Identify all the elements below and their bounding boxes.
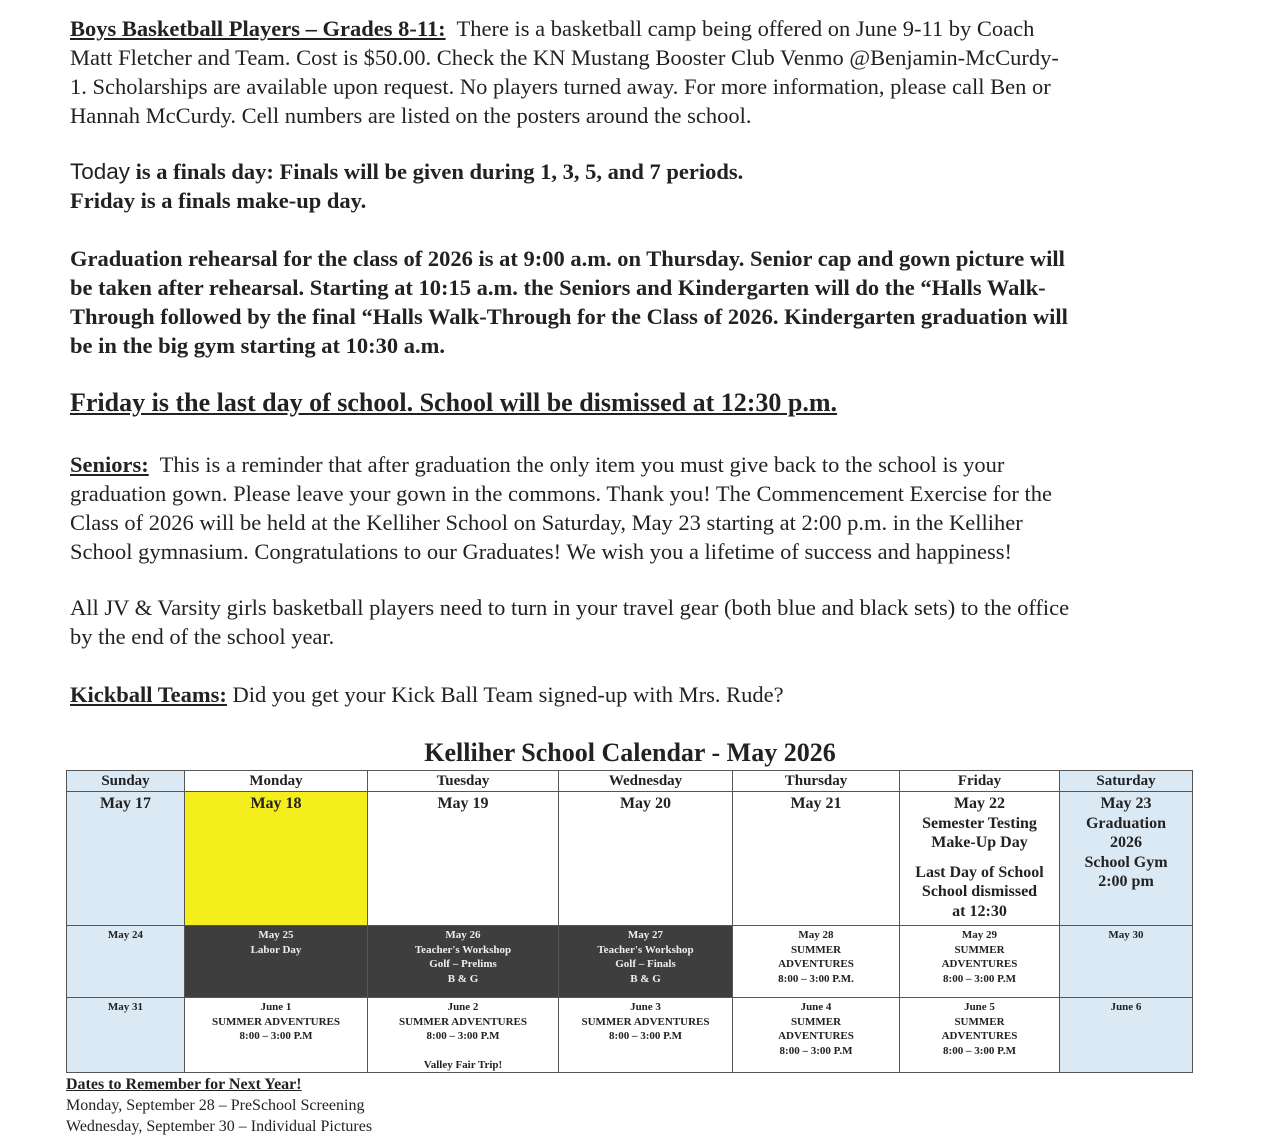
basketball-heading: Boys Basketball Players – Grades 8-11: — [70, 16, 446, 41]
calendar-cell — [900, 998, 1060, 1073]
cell-content — [559, 998, 732, 1044]
finals-line-1 — [70, 157, 1200, 186]
kickball-paragraph — [70, 680, 1200, 709]
day-header: Wednesday — [559, 771, 733, 792]
calendar-cell-highlighted — [185, 792, 368, 926]
date-label: June 2 — [447, 1001, 479, 1013]
event-text: School Gym — [1084, 853, 1168, 871]
date-label: May 21 — [790, 795, 842, 812]
event-text: B & G — [630, 972, 661, 985]
date-label: May 26 — [445, 929, 481, 941]
day-header: Friday — [900, 771, 1060, 792]
seniors-paragraph — [70, 450, 1200, 566]
day-header: Thursday — [733, 771, 900, 792]
event-text: 2026 — [1110, 834, 1142, 851]
seniors-line-1 — [70, 450, 1200, 479]
basketball-camp-paragraph — [70, 14, 1200, 130]
event-text: 2:00 pm — [1098, 873, 1154, 890]
basketball-line1-text: There is a basketball camp being offered on June 9-11 by Coach — [456, 16, 1035, 41]
date-label: June 3 — [630, 1001, 661, 1013]
calendar-table — [66, 770, 1193, 1073]
event-text: Teacher's Workshop — [597, 943, 694, 956]
date-label: May 28 — [798, 929, 834, 941]
dates-to-remember — [66, 1074, 372, 1137]
date-label: May 20 — [619, 795, 672, 812]
day-header: Sunday — [67, 771, 185, 792]
event-text: SUMMER — [790, 943, 842, 956]
calendar-cell-dark — [368, 926, 559, 998]
basketball-line-1 — [70, 14, 1200, 43]
calendar-cell — [67, 792, 185, 926]
day-header: Saturday — [1060, 771, 1193, 792]
calendar-cell — [368, 998, 559, 1073]
calendar-cell — [559, 792, 733, 926]
seniors-heading: Seniors: — [70, 452, 149, 477]
event-text: Labor Day — [250, 943, 302, 956]
event-text: ADVENTURES — [941, 1030, 1018, 1042]
calendar-cell — [1060, 792, 1193, 926]
date-label: May 17 — [99, 795, 152, 812]
event-text: Teacher's Workshop — [414, 943, 512, 956]
event-text: SUMMER — [790, 1015, 842, 1028]
graduation-line-3: Through followed by the final “Halls Walk-Through for the Class of 2026. Kindergarten graduation will — [70, 304, 1068, 329]
date-label: May 24 — [107, 929, 144, 941]
cell-content — [900, 926, 1059, 986]
event-text: B & G — [447, 972, 479, 985]
calendar-week-row — [67, 998, 1193, 1073]
cell-content — [1060, 792, 1192, 892]
event-text: School dismissed — [921, 883, 1038, 900]
seniors-line1-text: This is a reminder that after graduation the only item you must give back to the school is your — [159, 452, 1005, 477]
event-text: 8:00 – 3:00 P.M — [609, 1030, 682, 1042]
date-label: May 19 — [437, 795, 489, 812]
date-label: June 5 — [964, 1001, 995, 1013]
last-day-announcement: Friday is the last day of school. School will be dismissed at 12:30 p.m. — [70, 388, 838, 417]
kickball-text: Did you get your Kick Ball Team signed-up with Mrs. Rude? — [232, 682, 784, 707]
event-text: SUMMER ADVENTURES — [398, 1015, 528, 1028]
finals-line1-rest: is a finals day: Finals will be given during 1, 3, 5, and 7 periods. — [130, 159, 744, 184]
date-label: June 6 — [1110, 1001, 1142, 1013]
date-label: May 27 — [627, 929, 664, 941]
calendar-cell — [368, 792, 559, 926]
cell-content — [368, 926, 558, 986]
dates-item: Monday, September 28 – PreSchool Screening — [66, 1097, 365, 1114]
event-text: SUMMER — [954, 1015, 1005, 1028]
event-text: Golf – Finals — [615, 958, 676, 970]
event-text: 8:00 – 3:00 P.M — [779, 1044, 853, 1057]
calendar-title: Kelliher School Calendar - May 2026 — [424, 738, 836, 767]
basketball-line-2: Matt Fletcher and Team. Cost is $50.00. Check the KN Mustang Booster Club Venmo @Benjamin-McCurdy- — [70, 45, 1059, 70]
event-text: Graduation — [1085, 814, 1166, 832]
event-text: ADVENTURES — [778, 1030, 854, 1042]
event-text: at 12:30 — [952, 902, 1007, 920]
day-header: Tuesday — [368, 771, 559, 792]
girls-line-2: by the end of the school year. — [70, 624, 335, 649]
finals-today-word: Today — [70, 159, 131, 184]
event-text: 8:00 – 3:00 P.M — [239, 1030, 313, 1042]
event-text: SUMMER ADVENTURES — [581, 1015, 710, 1028]
calendar-week-row — [67, 792, 1193, 926]
dates-item: Wednesday, September 30 – Individual Pictures — [66, 1118, 373, 1135]
cell-content — [733, 926, 899, 986]
dates-heading: Dates to Remember for Next Year! — [66, 1076, 302, 1093]
event-text: SUMMER — [954, 943, 1005, 956]
girls-line-1: All JV & Varsity girls basketball players need to turn in your travel gear (both blue and black sets) to the office — [70, 595, 1070, 620]
cell-content — [185, 926, 367, 957]
calendar-cell-dark — [559, 926, 733, 998]
cell-content — [559, 926, 732, 986]
cell-content — [368, 998, 558, 1072]
event-text: 8:00 – 3:00 P.M — [943, 1044, 1016, 1057]
event-text: 8:00 – 3:00 P.M — [943, 972, 1016, 985]
calendar-cell — [733, 792, 900, 926]
cell-content — [900, 792, 1059, 921]
calendar-cell — [185, 998, 368, 1073]
kickball-heading: Kickball Teams: — [70, 682, 227, 707]
event-text: ADVENTURES — [941, 958, 1018, 970]
seniors-line-2: graduation gown. Please leave your gown in the commons. Thank you! The Commencement Exercise for the — [70, 481, 1053, 506]
calendar-cell-dark — [185, 926, 368, 998]
calendar-cell — [733, 998, 900, 1073]
event-text: ADVENTURES — [778, 958, 854, 970]
event-text: Golf – Prelims — [429, 958, 497, 970]
basketball-line-3: 1. Scholarships are available upon request. No players turned away. For more information, please call Ben or — [70, 74, 1051, 99]
calendar-cell — [1060, 998, 1193, 1073]
finals-line-2: Friday is a finals make-up day. — [70, 188, 367, 213]
date-label: May 29 — [961, 929, 998, 941]
event-text: Last Day of School — [915, 863, 1044, 881]
girls-basketball-paragraph — [70, 593, 1200, 651]
cell-content — [733, 998, 899, 1058]
event-text: Make-Up Day — [931, 834, 1028, 851]
date-label: June 1 — [260, 1001, 292, 1013]
calendar-cell — [559, 998, 733, 1073]
calendar-cell — [900, 792, 1060, 926]
basketball-line-4: Hannah McCurdy. Cell numbers are listed on the posters around the school. — [70, 103, 752, 128]
calendar-cell — [900, 926, 1060, 998]
calendar-week-row — [67, 926, 1193, 998]
date-label: May 25 — [258, 929, 294, 941]
event-text: SUMMER ADVENTURES — [211, 1015, 341, 1028]
graduation-line-2: be taken after rehearsal. Starting at 10:15 a.m. the Seniors and Kindergarten will do the “Halls Walk- — [70, 275, 1046, 300]
date-label: May 31 — [107, 1001, 144, 1013]
cell-content — [185, 998, 367, 1044]
event-text: Valley Fair Trip! — [423, 1058, 503, 1071]
date-label: May 30 — [1108, 929, 1144, 941]
seniors-line-4: School gymnasium. Congratulations to our Graduates! We wish you a lifetime of success and happiness! — [70, 539, 1012, 564]
graduation-paragraph — [70, 244, 1200, 360]
calendar-cell — [1060, 926, 1193, 998]
graduation-line-4: be in the big gym starting at 10:30 a.m. — [70, 333, 445, 358]
finals-paragraph — [70, 157, 1200, 215]
calendar-cell — [733, 926, 900, 998]
date-label: June 4 — [800, 1001, 832, 1013]
event-text: Semester Testing — [922, 814, 1037, 832]
date-label: May 18 — [250, 795, 302, 812]
calendar-cell — [67, 926, 185, 998]
seniors-line-3: Class of 2026 will be held at the Kelliher School on Saturday, May 23 starting at 2:00 p.m. in the Kelliher — [70, 510, 1023, 535]
date-label: May 22 — [953, 795, 1006, 812]
cell-content — [900, 998, 1059, 1058]
event-text: 8:00 – 3:00 P.M. — [778, 972, 854, 985]
event-text: 8:00 – 3:00 P.M — [426, 1030, 500, 1042]
day-header: Monday — [185, 771, 368, 792]
date-label: May 23 — [1100, 795, 1152, 812]
calendar-cell — [67, 998, 185, 1073]
graduation-line-1: Graduation rehearsal for the class of 2026 is at 9:00 a.m. on Thursday. Senior cap and gown picture will — [70, 246, 1065, 271]
calendar-header-row — [67, 771, 1193, 792]
